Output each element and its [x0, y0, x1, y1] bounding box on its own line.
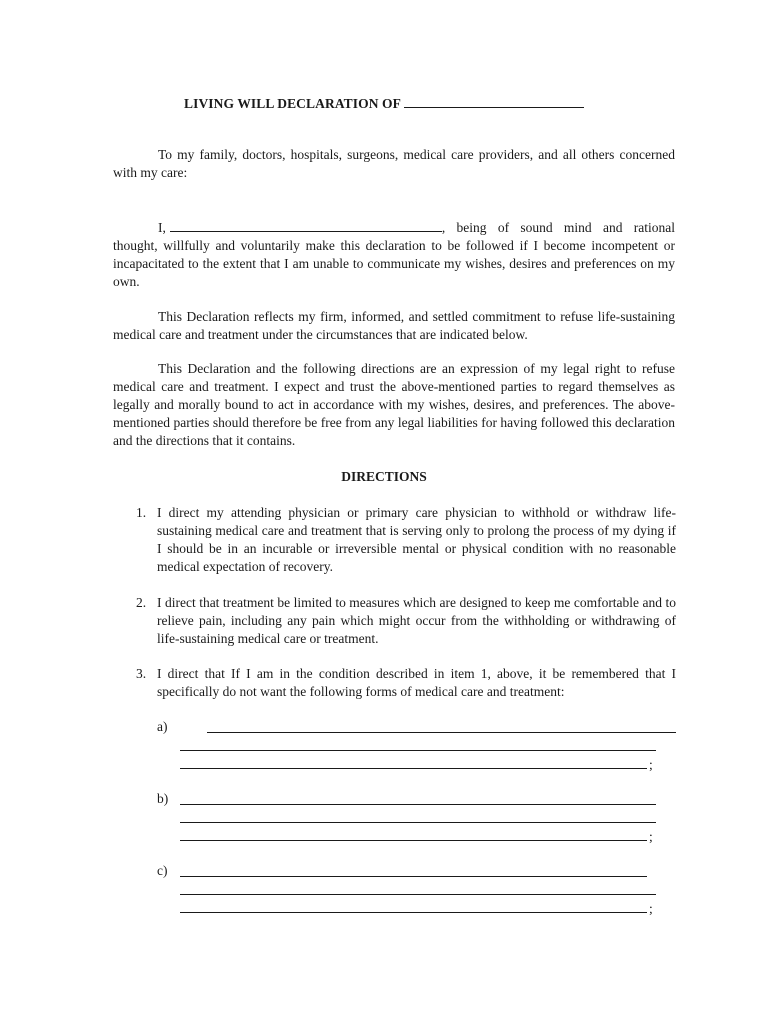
sub-item-c-line-1[interactable]	[180, 876, 647, 877]
declarant-signature-blank[interactable]	[170, 218, 442, 232]
title-text: LIVING WILL DECLARATION OF	[183, 96, 402, 111]
sub-item-c-line-2[interactable]	[180, 894, 656, 895]
declaration-prefix: I,	[158, 220, 166, 235]
commitment-paragraph: This Declaration reflects my firm, informed, and settled commitment to refuse life-sustaining medical care and treatment under the circumstances that are indicated below.	[113, 309, 675, 342]
directions-heading: DIRECTIONS	[341, 469, 427, 484]
direction-number: 1.	[136, 505, 147, 520]
direction-number: 2.	[136, 595, 147, 610]
direction-item-2	[136, 594, 676, 648]
sub-item-label-a: a)	[157, 719, 168, 734]
direction-item-3	[136, 665, 676, 701]
sub-item-c-line-3[interactable]	[180, 912, 647, 913]
declaration-paragraph	[113, 218, 675, 291]
direction-item-1	[136, 504, 676, 576]
document-title	[0, 94, 768, 113]
sub-item-label-c: c)	[157, 863, 168, 878]
sub-item-a-line-2[interactable]	[180, 750, 656, 751]
sub-item-label-b: b)	[157, 791, 169, 806]
sub-item-b-line-3[interactable]	[180, 840, 647, 841]
expression-paragraph: This Declaration and the following directions are an expression of my legal right to refuse medical care and treatment. I expect and trust the above-mentioned parties to regard themselves as legally and morally bound to act in accordance with my wishes, desires, and preferences. The above-mentioned parties should therefore be free from any legal liabilities for having followed this declaration and the directions that it contains.	[113, 361, 675, 448]
declarant-name-blank[interactable]	[404, 94, 584, 108]
sub-item-a-end: ;	[649, 757, 653, 772]
sub-item-b-end: ;	[649, 829, 653, 844]
declaration-suffix: , being of sound mind and rational thought, willfully and voluntarily make this declaration to be followed if I become incompetent or incapacitated to the extent that I am unable to communicate my wishes, desires and preferences on my own.	[113, 220, 675, 289]
salutation-paragraph: To my family, doctors, hospitals, surgeons, medical care providers, and all others concerned with my care:	[113, 147, 675, 180]
sub-item-a-line-1[interactable]	[207, 732, 676, 733]
direction-number: 3.	[136, 666, 147, 681]
direction-text: I direct my attending physician or primary care physician to withhold or withdraw life-sustaining medical care and treatment that is serving only to prolong the process of my dying if I should be in an incurable or irreversible mental or physical condition with no reasonable medical expectation of recovery.	[157, 505, 676, 574]
sub-item-b-line-2[interactable]	[180, 822, 656, 823]
direction-text: I direct that If I am in the condition described in item 1, above, it be remembered that I specifically do not want the following forms of medical care and treatment:	[157, 666, 676, 699]
sub-item-c-end: ;	[649, 901, 653, 916]
direction-text: I direct that treatment be limited to measures which are designed to keep me comfortable and to relieve pain, including any pain which might occur from the withholding or withdrawing of life-sustaining medical care or treatment.	[157, 595, 676, 646]
sub-item-a-line-3[interactable]	[180, 768, 647, 769]
sub-item-b-line-1[interactable]	[180, 804, 656, 805]
